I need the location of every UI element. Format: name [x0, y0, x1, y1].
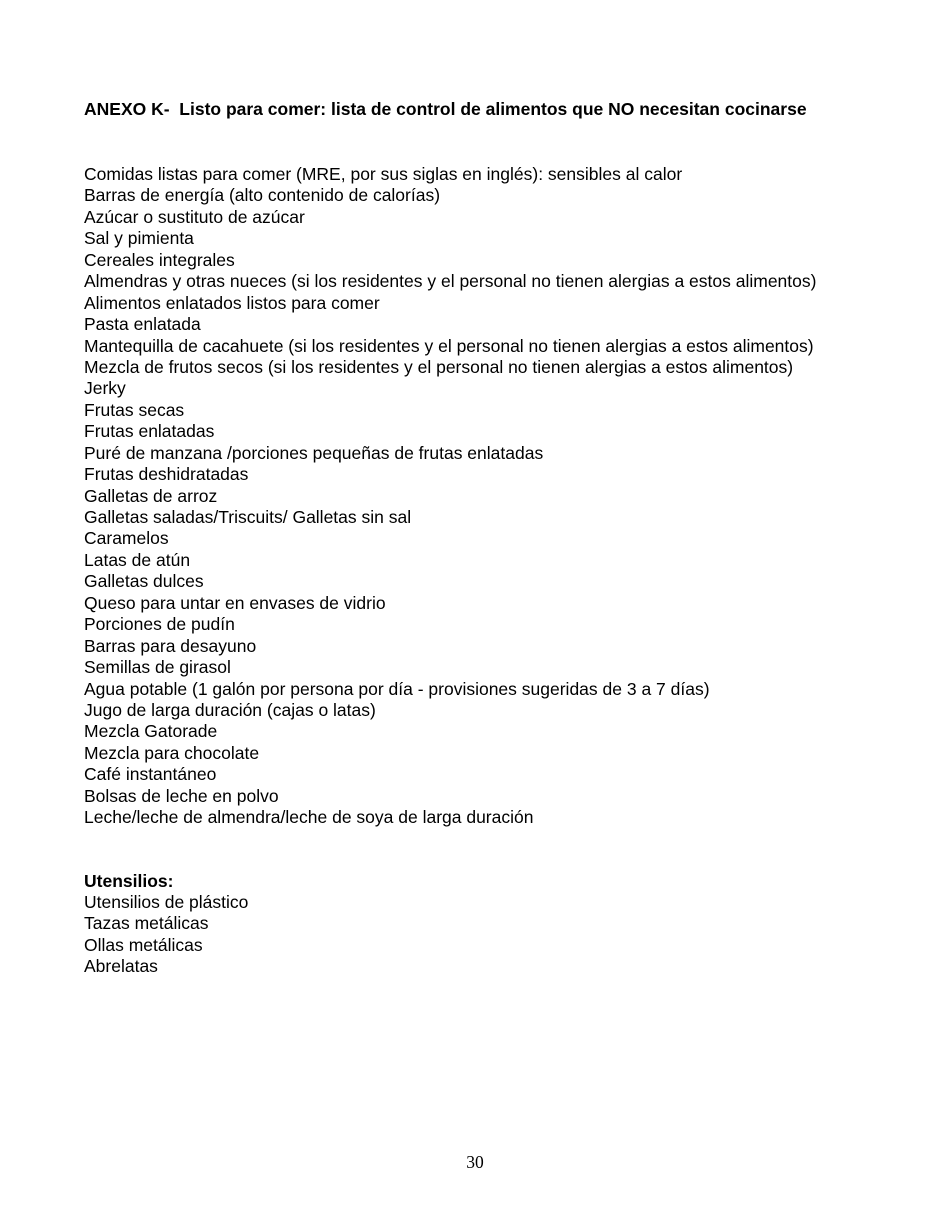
food-item: Café instantáneo: [84, 764, 217, 785]
food-item: Puré de manzana /porciones pequeñas de frutas enlatadas: [84, 442, 544, 463]
food-item: Galletas de arroz: [84, 485, 218, 506]
food-item: Jerky: [84, 378, 126, 399]
food-item: Mezcla de frutos secos (si los residentes y el personal no tienen alergias a estos alimentos): [84, 356, 794, 377]
utensil-item: Ollas metálicas: [84, 934, 203, 955]
utensil-item: Abrelatas: [84, 956, 158, 977]
utensils-heading: Utensilios:: [84, 871, 174, 891]
food-item: Frutas enlatadas: [84, 421, 215, 442]
food-item: Mezcla Gatorade: [84, 721, 218, 742]
food-item: Bolsas de leche en polvo: [84, 785, 279, 806]
utensil-item: Utensilios de plástico: [84, 892, 249, 912]
food-item: Barras para desayuno: [84, 635, 257, 656]
food-item: Frutas secas: [84, 399, 185, 420]
food-item: Mantequilla de cacahuete (si los residentes y el personal no tienen alergias a estos alimentos): [84, 335, 814, 356]
food-item: Comidas listas para comer (MRE, por sus siglas en inglés): sensibles al calor: [84, 164, 683, 184]
food-item: Galletas saladas/Triscuits/ Galletas sin sal: [84, 507, 412, 527]
food-item: Pasta enlatada: [84, 314, 201, 335]
food-item: Galletas dulces: [84, 571, 204, 592]
page-number: 30: [466, 1152, 484, 1172]
food-item: Barras de energía (alto contenido de calorías): [84, 185, 441, 206]
food-item: Queso para untar en envases de vidrio: [84, 592, 386, 613]
food-item: Leche/leche de almendra/leche de soya de larga duración: [84, 807, 534, 828]
food-item: Semillas de girasol: [84, 657, 231, 678]
food-item: Sal y pimienta: [84, 228, 194, 249]
food-item: Alimentos enlatados listos para comer: [84, 292, 380, 313]
utensils-list: [84, 892, 248, 978]
food-item: Porciones de pudín: [84, 614, 235, 635]
food-item: Jugo de larga duración (cajas o latas): [84, 699, 376, 720]
food-item: Azúcar o sustituto de azúcar: [84, 206, 305, 227]
food-item: Mezcla para chocolate: [84, 742, 260, 763]
food-checklist: [84, 164, 816, 829]
food-item: Almendras y otras nueces (si los residentes y el personal no tienen alergias a estos alimentos): [84, 271, 817, 292]
utensil-item: Tazas metálicas: [84, 913, 209, 934]
food-item: Frutas deshidratadas: [84, 464, 249, 485]
food-item: Agua potable (1 galón por persona por día - provisiones sugeridas de 3 a 7 días): [84, 678, 710, 699]
food-item: Latas de atún: [84, 549, 191, 570]
page-title: ANEXO K- Listo para comer: lista de control de alimentos que NO necesitan cocinarse: [84, 99, 807, 119]
food-item: Caramelos: [84, 528, 169, 549]
food-item: Cereales integrales: [84, 249, 235, 270]
